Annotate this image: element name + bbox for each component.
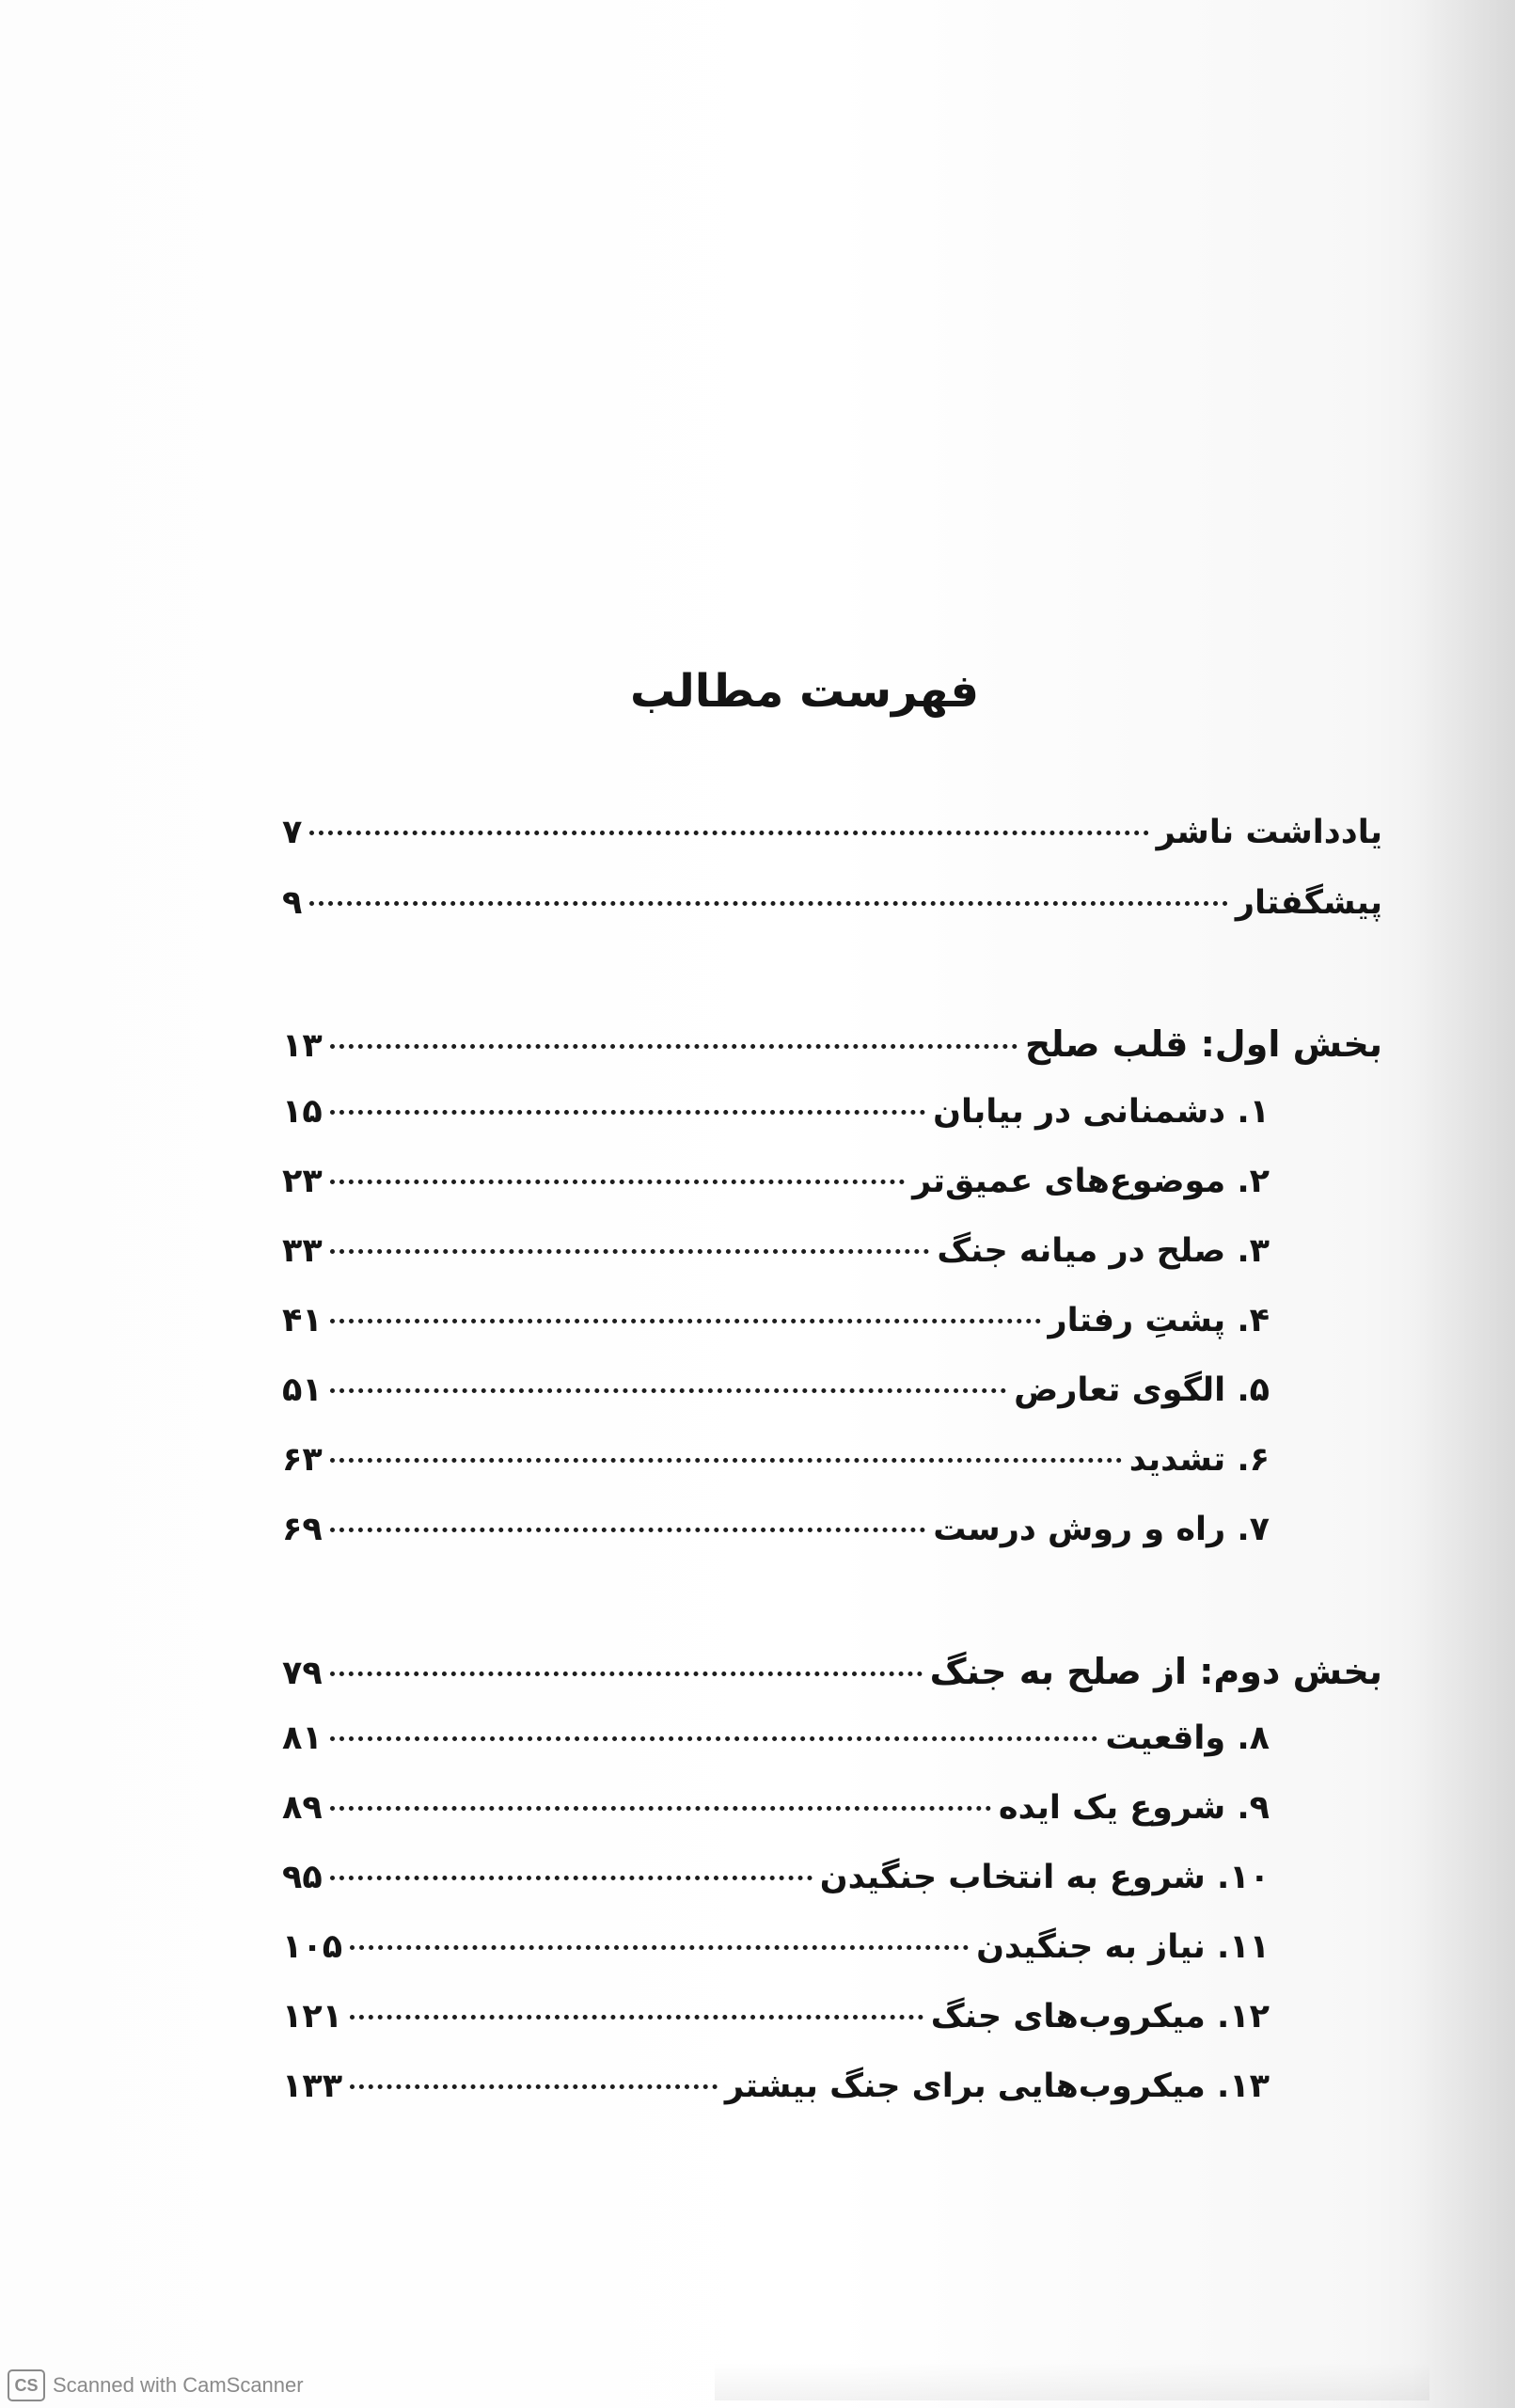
toc-leader-dots [330, 1736, 1098, 1741]
toc-entry-page: ۱۰۵ [282, 1928, 343, 1966]
toc-entry-label: ۴. پشتِ رفتار [1048, 1302, 1270, 1339]
toc-entry-page: ۱۳۳ [282, 2067, 343, 2105]
toc-entry [282, 1163, 1270, 1219]
toc-entry-page: ۱۵ [282, 1093, 323, 1131]
toc-entry-label: ۹. شروع یک ایده [998, 1789, 1270, 1827]
toc-entry-label: ۱۱. نیاز به جنگیدن [976, 1928, 1270, 1966]
toc-leader-dots [330, 1044, 1018, 1049]
toc-entry-page: ۳۳ [282, 1232, 323, 1270]
toc-leader-dots [330, 1180, 905, 1184]
toc-entry [282, 1441, 1270, 1497]
toc-entry-label: ۱۳. میکروب‌هایی برای جنگ بیشتر [724, 2067, 1270, 2105]
toc-leader-dots [350, 1945, 969, 1950]
toc-entry-page: ۹ [282, 884, 303, 922]
toc-entry-label: ۶. تشدید [1128, 1441, 1270, 1479]
toc-entry [282, 1789, 1270, 1846]
toc-entry-page: ۵۱ [282, 1371, 323, 1409]
toc-leader-dots [330, 1528, 926, 1532]
toc-entry-page: ۶۹ [282, 1511, 323, 1548]
toc-entry [282, 1302, 1270, 1358]
toc-entry-label: بخش اول: قلب صلح [1024, 1023, 1382, 1065]
toc-entry [282, 1859, 1270, 1915]
toc-leader-dots [330, 1876, 813, 1880]
page-edge-shadow [1412, 0, 1515, 2408]
toc-entry-page: ۹۵ [282, 1859, 323, 1896]
toc-leader-dots [350, 2084, 718, 2089]
toc-entry [282, 1511, 1270, 1567]
toc-entry-label: پیشگفتار [1235, 884, 1382, 922]
camscanner-logo-icon: CS [8, 2369, 45, 2401]
toc-part-heading [282, 1023, 1382, 1080]
toc-entry [282, 884, 1382, 941]
toc-entry-label: ۱۰. شروع به انتخاب جنگیدن [819, 1859, 1270, 1896]
toc-entry-page: ۱۳ [282, 1027, 323, 1065]
toc-entry-page: ۸۱ [282, 1719, 323, 1757]
toc-leader-dots [330, 1249, 930, 1254]
toc-leader-dots [330, 1319, 1041, 1323]
toc-entry-page: ۶۳ [282, 1441, 323, 1479]
page-bottom-shadow [715, 2363, 1429, 2400]
toc-leader-dots [350, 2015, 923, 2020]
toc-leader-dots [330, 1806, 991, 1811]
toc-leader-dots [309, 831, 1148, 835]
toc-leader-dots [309, 901, 1227, 906]
scanner-watermark [0, 2363, 339, 2408]
toc-entry-label: ۸. واقعیت [1105, 1719, 1270, 1757]
toc-entry [282, 1371, 1270, 1428]
toc-leader-dots [330, 1458, 1122, 1463]
toc-entry [282, 1719, 1270, 1776]
toc-entry [282, 814, 1382, 870]
toc-entry-page: ۷۹ [282, 1655, 323, 1692]
toc-entry-label: ۱. دشمنانی در بیابان [933, 1093, 1270, 1131]
toc-entry-label: ۷. راه و روش درست [933, 1511, 1270, 1548]
toc-entry-label: ۳. صلح در میانه جنگ [937, 1232, 1270, 1270]
toc-entry-page: ۷ [282, 814, 303, 851]
toc-entry-label: ۱۲. میکروب‌های جنگ [930, 1998, 1270, 2036]
toc-entry [282, 2067, 1270, 2124]
toc-entry [282, 1928, 1270, 1985]
toc-entry [282, 1232, 1270, 1289]
toc-leader-dots [330, 1671, 923, 1676]
toc-entry-label: ۲. موضوع‌های عمیق‌تر [912, 1163, 1270, 1200]
watermark-text: Scanned with CamScanner [53, 2373, 304, 2397]
toc-entry-page: ۴۱ [282, 1302, 323, 1339]
toc-entry [282, 1093, 1270, 1149]
toc-entry-label: ۵. الگوی تعارض [1014, 1371, 1270, 1409]
toc-leader-dots [330, 1388, 1006, 1393]
toc-entry [282, 1998, 1270, 2054]
toc-entry-page: ۲۳ [282, 1163, 323, 1200]
toc-entry-label: یادداشت ناشر [1156, 814, 1382, 851]
toc-entry-page: ۸۹ [282, 1789, 323, 1827]
toc-entry-label: بخش دوم: از صلح به جنگ [929, 1651, 1382, 1692]
page-title: فهرست مطالب [629, 665, 980, 718]
toc-entry-page: ۱۲۱ [282, 1998, 343, 2036]
toc-leader-dots [330, 1110, 925, 1115]
toc-part-heading [282, 1651, 1382, 1707]
